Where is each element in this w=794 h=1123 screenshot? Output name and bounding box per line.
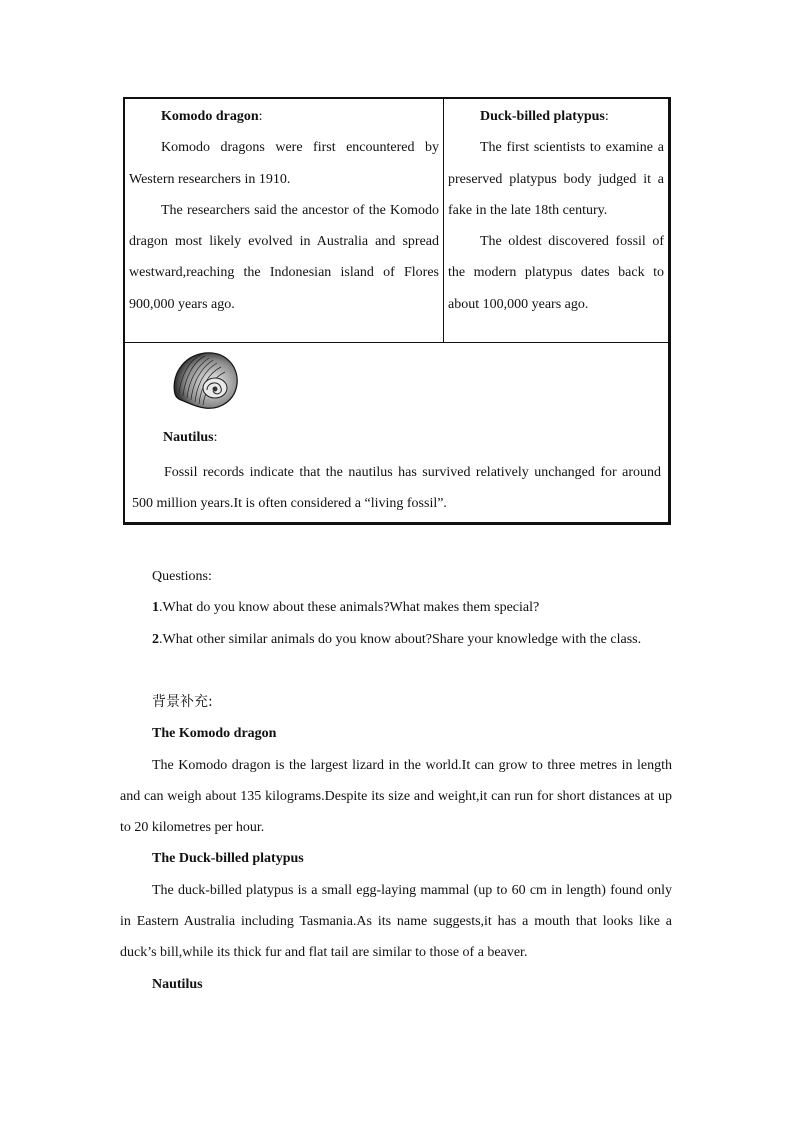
platypus-title: Duck-billed platypus xyxy=(480,109,605,124)
platypus-paragraph-2: The oldest discovered fossil of the modern platypus dates back to about 100,000 years ago. xyxy=(448,234,664,312)
nautilus-heading xyxy=(163,422,217,453)
question-2-text: .What other similar animals do you know about?Share your knowledge with the class. xyxy=(159,631,642,647)
nautilus-shell-icon xyxy=(169,348,241,412)
platypus-colon: : xyxy=(604,109,609,124)
komodo-title: Komodo dragon xyxy=(161,109,259,124)
background-section xyxy=(120,687,672,1000)
platypus-section-title: The Duck-billed platypus xyxy=(152,851,304,867)
platypus-cell xyxy=(444,98,670,343)
question-1 xyxy=(120,592,672,623)
platypus-paragraph-1: The first scientists to examine a preserved platypus body judged it a fake in the late 18th century. xyxy=(448,140,664,218)
komodo-colon: : xyxy=(258,109,263,124)
komodo-heading xyxy=(129,101,439,132)
background-heading: 背景补充: xyxy=(152,694,213,710)
nautilus-title: Nautilus xyxy=(163,430,214,445)
question-2 xyxy=(120,624,672,655)
komodo-section-text: The Komodo dragon is the largest lizard in the world.It can grow to three metres in length and can weigh about 135 kilograms.Despite its size and weight,it can run for short distances at up to 20 kilometres per hour. xyxy=(120,757,672,836)
komodo-paragraph-2: The researchers said the ancestor of the Komodo dragon most likely evolved in Australia and spread westward,reaching the Indonesian island of Flores 900,000 years ago. xyxy=(129,202,439,312)
nautilus-colon: : xyxy=(213,430,218,445)
nautilus-paragraph: Fossil records indicate that the nautilus has survived relatively unchanged for around 500 million years.It is often considered a “living fossil”. xyxy=(132,465,661,512)
nautilus-section-title: Nautilus xyxy=(152,976,203,992)
platypus-section-text: The duck-billed platypus is a small egg-laying mammal (up to 60 cm in length) found only in Eastern Australia including Tasmania.As its name suggests,it has a mouth that looks like a duck’s bill,while its thick fur and flat tail are similar to those of a beaver. xyxy=(120,882,672,961)
nautilus-cell xyxy=(124,343,670,524)
questions-heading: Questions: xyxy=(152,569,212,584)
komodo-cell xyxy=(124,98,444,343)
animals-table xyxy=(123,97,671,525)
question-1-number: 1 xyxy=(152,600,159,616)
question-2-number: 2 xyxy=(152,631,159,647)
komodo-paragraph-1: Komodo dragons were first encountered by Western researchers in 1910. xyxy=(129,140,439,187)
question-1-text: .What do you know about these animals?What makes them special? xyxy=(159,600,540,616)
komodo-section-title: The Komodo dragon xyxy=(152,726,277,742)
questions-section xyxy=(120,561,672,655)
platypus-heading xyxy=(448,101,664,132)
